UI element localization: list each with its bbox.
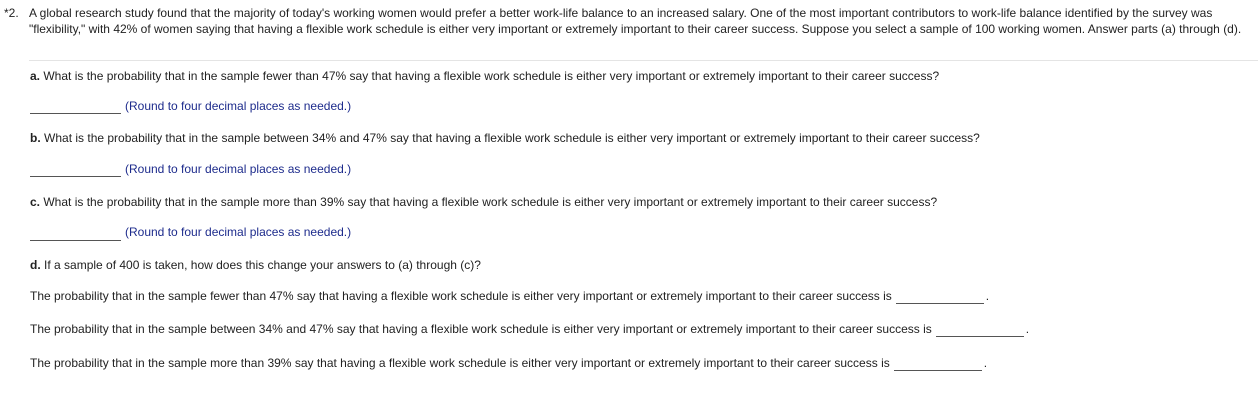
part-c-text: What is the probability that in the sample more than 39% say that having a flexible work schedule is either very important or extremely important to their career success? (43, 195, 938, 209)
part-d-statement-3-end: . (983, 356, 988, 370)
part-d-question (30, 257, 481, 273)
part-b-hint: (Round to four decimal places as needed.) (125, 162, 352, 176)
part-d-text: If a sample of 400 is taken, how does this change your answers to (a) through (c)? (44, 258, 481, 272)
part-d-statement-1-end: . (985, 289, 990, 303)
part-c-label: c. (30, 195, 41, 209)
part-a-label: a. (30, 69, 41, 83)
part-a-text: What is the probability that in the sample fewer than 47% say that having a flexible work schedule is either very important or extremely important to their career success? (43, 69, 940, 83)
question-number: *2. (4, 6, 19, 20)
part-d-answer-field-3[interactable] (894, 358, 982, 371)
part-a-hint: (Round to four decimal places as needed.) (125, 99, 352, 113)
part-a-answer-field[interactable] (30, 113, 121, 114)
part-d-statement-2-end: . (1025, 322, 1030, 336)
part-d-statement-2-text: The probability that in the sample between 34% and 47% say that having a flexible work schedule is either very important or extremely important to their career success is (30, 322, 932, 336)
part-d-statement-2 (30, 321, 1029, 337)
part-d-statement-1 (30, 288, 989, 304)
part-a-question (30, 68, 939, 84)
part-d-answer-field-1[interactable] (896, 291, 984, 304)
part-b-question (30, 130, 980, 146)
part-c-question (30, 194, 937, 210)
part-d-statement-1-text: The probability that in the sample fewer than 47% say that having a flexible work schedule is either very important or extremely important to their career success is (30, 289, 892, 303)
part-c-hint: (Round to four decimal places as needed.) (125, 225, 352, 239)
question-intro: A global research study found that the majority of today's working women would prefer a better work-life balance to an increased salary. One of the most important contributors to work-life balance identified by the survey was "flexibility," with 42% of women saying that having a flexible work schedule is either very important or extremely important to their career success. Suppose you select a sample of 100 working women. Answer parts (a) through (d). (29, 6, 1242, 36)
divider (29, 60, 1258, 61)
part-b-answer-field[interactable] (30, 176, 121, 177)
part-d-statement-3-text: The probability that in the sample more than 39% say that having a flexible work schedule is either very important or extremely important to their career success is (30, 356, 890, 370)
part-b-text: What is the probability that in the sample between 34% and 47% say that having a flexible work schedule is either very important or extremely important to their career success? (44, 131, 980, 145)
part-c-answer-field[interactable] (30, 240, 121, 241)
part-d-answer-field-2[interactable] (936, 324, 1024, 337)
part-d-label: d. (30, 258, 41, 272)
part-d-statement-3 (30, 355, 987, 371)
part-b-label: b. (30, 131, 41, 145)
